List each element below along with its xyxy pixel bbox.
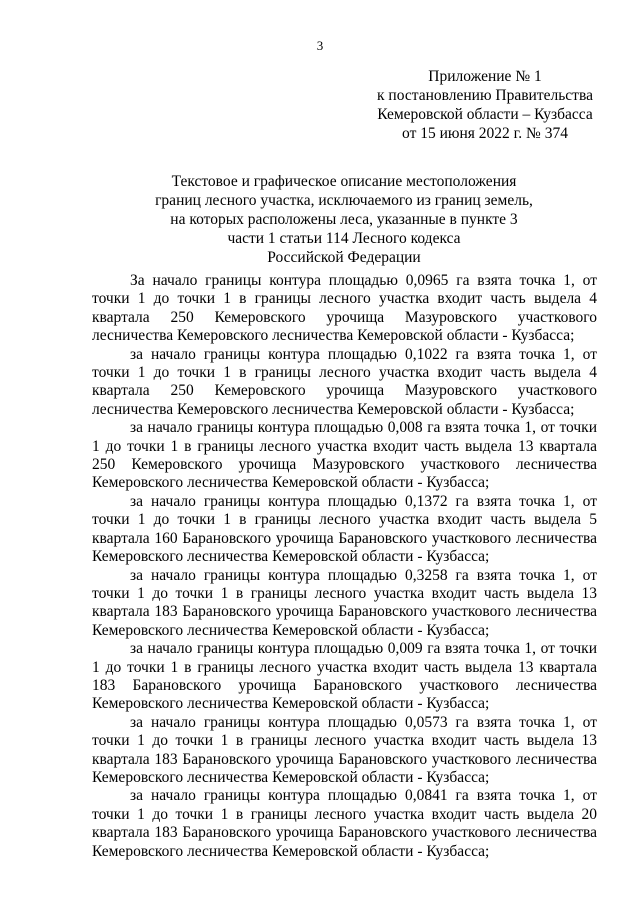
body-paragraph: за начало границы контура площадью 0,008 га взята точка 1, от точки 1 до точки 1 в границы лесного участка входит часть выдела 13 квартала 250 Кемеровского урочища Мазуровского участкового лесничества Кемеровского лесничества Кемеровской области - Кузбасса;: [92, 419, 597, 492]
title-line-2: границ лесного участка, исключаемого из границ земель,: [155, 192, 533, 209]
title-line-4: части 1 статьи 114 Лесного кодекса: [227, 230, 461, 247]
body-paragraph: за начало границы контура площадью 0,0573 га взята точка 1, от точки 1 до точки 1 в границы лесного участка входит часть выдела 13 квартала 183 Барановского урочища Барановского участкового лесничества Кемеровского лесничества Кемеровской области - Кузбасса;: [92, 713, 597, 786]
body-paragraph: за начало границы контура площадью 0,1372 га взята точка 1, от точки 1 до точки 1 в границы лесного участка входит часть выдела 5 квартала 160 Барановского урочища Барановского участкового лесничества Кемеровского лесничества Кемеровской области - Кузбасса;: [92, 492, 597, 566]
body-paragraph: за начало границы контура площадью 0,3258 га взята точка 1, от точки 1 до точки 1 в границы лесного участка входит часть выдела 13 квартала 183 Барановского урочища Барановского участкового лесничества Кемеровского лесничества Кемеровской области - Кузбасса;: [92, 566, 597, 639]
appendix-line-3: Кемеровской области – Кузбасса: [377, 106, 593, 123]
appendix-line-4: от 15 июня 2022 г. № 374: [402, 125, 568, 142]
page-number: 3: [316, 38, 324, 53]
title-line-1: Текстовое и графическое описание местоположения: [171, 173, 517, 190]
appendix-line-2: к постановлению Правительства: [377, 87, 593, 104]
document-title: [92, 172, 596, 267]
document-body: [92, 272, 597, 861]
body-paragraph: За начало границы контура площадью 0,0965 га взята точка 1, от точки 1 до точки 1 в границы лесного участка входит часть выдела 4 квартала 250 Кемеровского урочища Мазуровского участкового лесничества Кемеровского лесничества Кемеровской области - Кузбасса;: [92, 272, 597, 345]
appendix-header: [370, 67, 600, 143]
title-line-5: Российской Федерации: [267, 249, 421, 266]
appendix-line-1: Приложение № 1: [428, 68, 542, 85]
title-line-3: на которых расположены леса, указанные в пункте 3: [170, 211, 518, 228]
body-paragraph: за начало границы контура площадью 0,1022 га взята точка 1, от точки 1 до точки 1 в границы лесного участка входит часть выдела 4 квартала 250 Кемеровского урочища Мазуровского участкового лесничества Кемеровского лесничества Кемеровской области - Кузбасса;: [92, 345, 597, 418]
body-paragraph: за начало границы контура площадью 0,009 га взята точка 1, от точки 1 до точки 1 в границы лесного участка входит часть выдела 13 квартала 183 Барановского урочища Барановского участкового лесничества Кемеровского лесничества Кемеровской области - Кузбасса;: [92, 640, 597, 713]
body-paragraph: за начало границы контура площадью 0,0841 га взята точка 1, от точки 1 до точки 1 в границы лесного участка входит часть выдела 20 квартала 183 Барановского урочища Барановского участкового лесничества Кемеровского лесничества Кемеровской области - Кузбасса;: [92, 787, 597, 860]
